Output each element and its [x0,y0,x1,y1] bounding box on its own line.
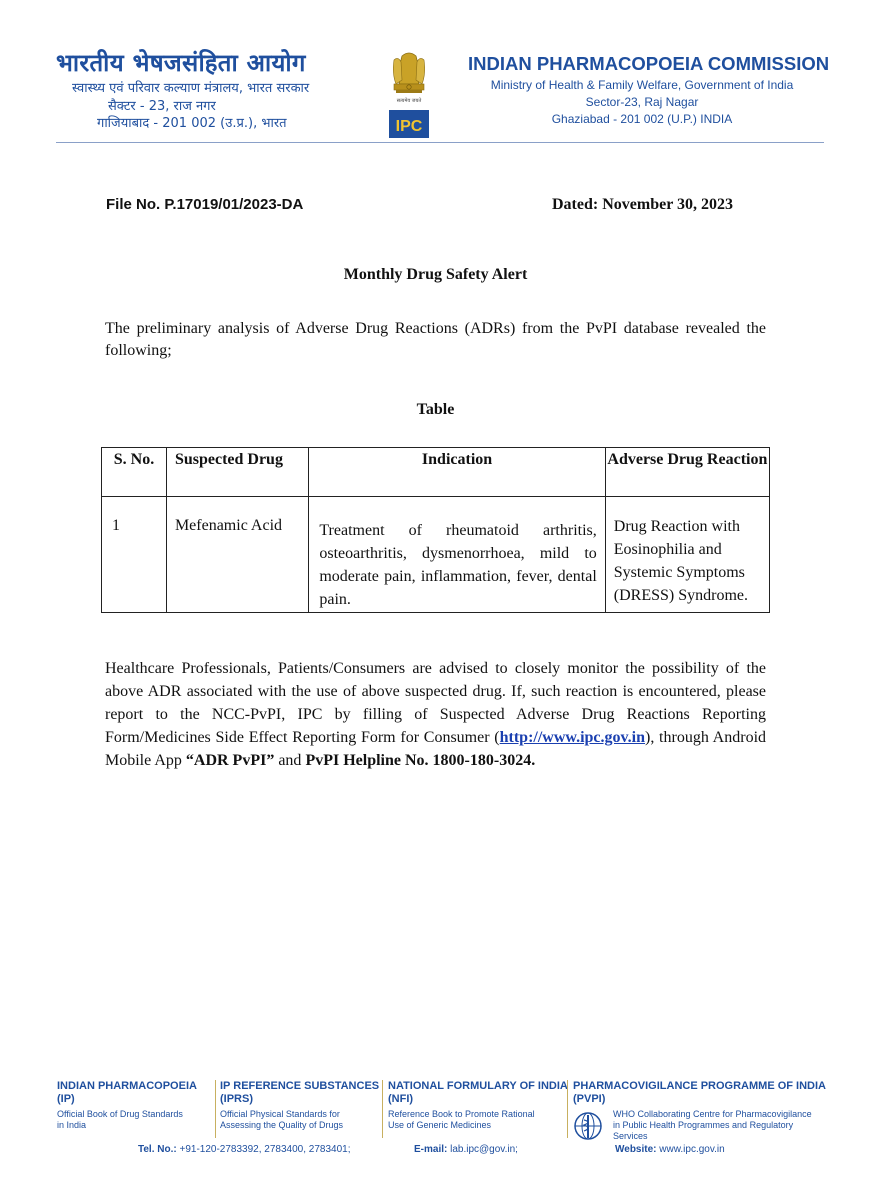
footer-block-ip [57,1080,197,1131]
ipc-logo-text: IPC [395,118,423,135]
english-sector-line: Sector-23, Raj Nagar [585,95,699,109]
footer-divider [215,1080,216,1138]
ipc-website-link[interactable]: http://www.ipc.gov.in [499,729,645,746]
advice-mid-text: ), through Android Mobile App [105,729,767,769]
header-sno: S. No. [102,448,167,497]
emblem-motto: सत्यमेव जयते [396,98,422,104]
footer-block-iprs [220,1080,379,1131]
table-header-row [102,448,770,497]
footer-telephone: Tel. No.: +91-120-2783392, 2783400, 2783401; [138,1144,351,1155]
header-suspected-drug: Suspected Drug [166,448,308,497]
header-divider [56,142,824,143]
file-number: File No. P.17019/01/2023-DA [106,196,304,213]
footer-divider [382,1080,383,1138]
helpline-number: PvPI Helpline No. 1800-180-3024. [305,752,536,769]
hindi-ministry-line: स्वास्थ्य एवं परिवार कल्याण मंत्रालय, भारत सरकार [72,81,310,96]
footer-ip-desc: Official Book of Drug Standards in India [57,1109,183,1130]
cell-sno: 1 [102,497,167,613]
header-adverse-reaction: Adverse Drug Reaction [605,448,769,497]
footer-iprs-abbr: (IPRS) [220,1093,253,1105]
cell-indication: Treatment of rheumatoid arthritis, osteoarthritis, dysmenorrhoea, mild to moderate pain, inflammation, fever, dental pain. [309,497,605,613]
national-emblem-logo [384,50,434,140]
app-name: “ADR PvPI” [185,752,275,769]
cell-reaction: Drug Reaction with Eosinophilia and Systemic Symptoms (DRESS) Syndrome. [605,497,769,613]
header-indication: Indication [309,448,605,497]
advice-paragraph [105,657,766,772]
footer-nfi-desc: Reference Book to Promote Rational Use of Generic Medicines [388,1109,535,1130]
footer-iprs-title: IP REFERENCE SUBSTANCES [220,1080,380,1092]
document-date: Dated: November 30, 2023 [552,196,734,213]
footer-iprs-desc: Official Physical Standards for Assessing the Quality of Drugs [220,1109,344,1130]
intro-paragraph: The preliminary analysis of Adverse Drug Reactions (ADRs) from the PvPI database revealed the following; [105,320,766,359]
who-globe-icon [573,1111,603,1141]
advice-text: Healthcare Professionals, Patients/Consumers are advised to closely monitor the possibility of the above ADR associated with the use of above suspected drug. If, such reaction is encountered, please report to the NCC-PvPI, IPC by filling of Suspected Adverse Drug Reactions Reporting Form/Medicines Side Effect Reporting Form for Consumer ( [105,660,766,746]
hindi-org-title: भारतीय भेषजसंहिता आयोग [56,49,306,77]
document-title: Monthly Drug Safety Alert [343,266,528,283]
cell-drug: Mefenamic Acid [166,497,308,613]
english-city-line: Ghaziabad - 201 002 (U.P.) INDIA [551,112,733,126]
footer-ip-title: INDIAN PHARMACOPOEIA [57,1080,197,1092]
footer-website: Website: www.ipc.gov.in [615,1144,725,1155]
footer-email: E-mail: lab.ipc@gov.in; [414,1144,518,1155]
table-caption: Table [416,401,455,418]
hindi-sector-line: सैक्टर - 23, राज नगर [108,99,216,114]
english-org-title: INDIAN PHARMACOPOEIA COMMISSION [468,53,830,74]
footer-pvpi-desc: WHO Collaborating Centre for Pharmacovigilance in Public Health Programmes and Regulatory Services [613,1109,812,1141]
adr-table [101,447,770,613]
footer-block-pvpi [573,1080,826,1142]
footer-nfi-abbr: (NFI) [388,1093,414,1105]
footer-pvpi-abbr: (PVPI) [573,1093,606,1105]
footer-ip-abbr: (IP) [57,1093,75,1105]
advice-and-text: and [274,752,306,769]
footer-divider [567,1080,568,1138]
footer-pvpi-title: PHARMACOVIGILANCE PROGRAMME OF INDIA [573,1080,826,1092]
english-ministry-line: Ministry of Health & Family Welfare, Government of India [490,78,794,92]
footer-block-nfi [388,1080,568,1131]
footer-nfi-title: NATIONAL FORMULARY OF INDIA [388,1080,568,1092]
table-row [102,497,770,613]
hindi-city-line: गाजियाबाद - 201 002 (उ.प्र.), भारत [97,116,287,131]
